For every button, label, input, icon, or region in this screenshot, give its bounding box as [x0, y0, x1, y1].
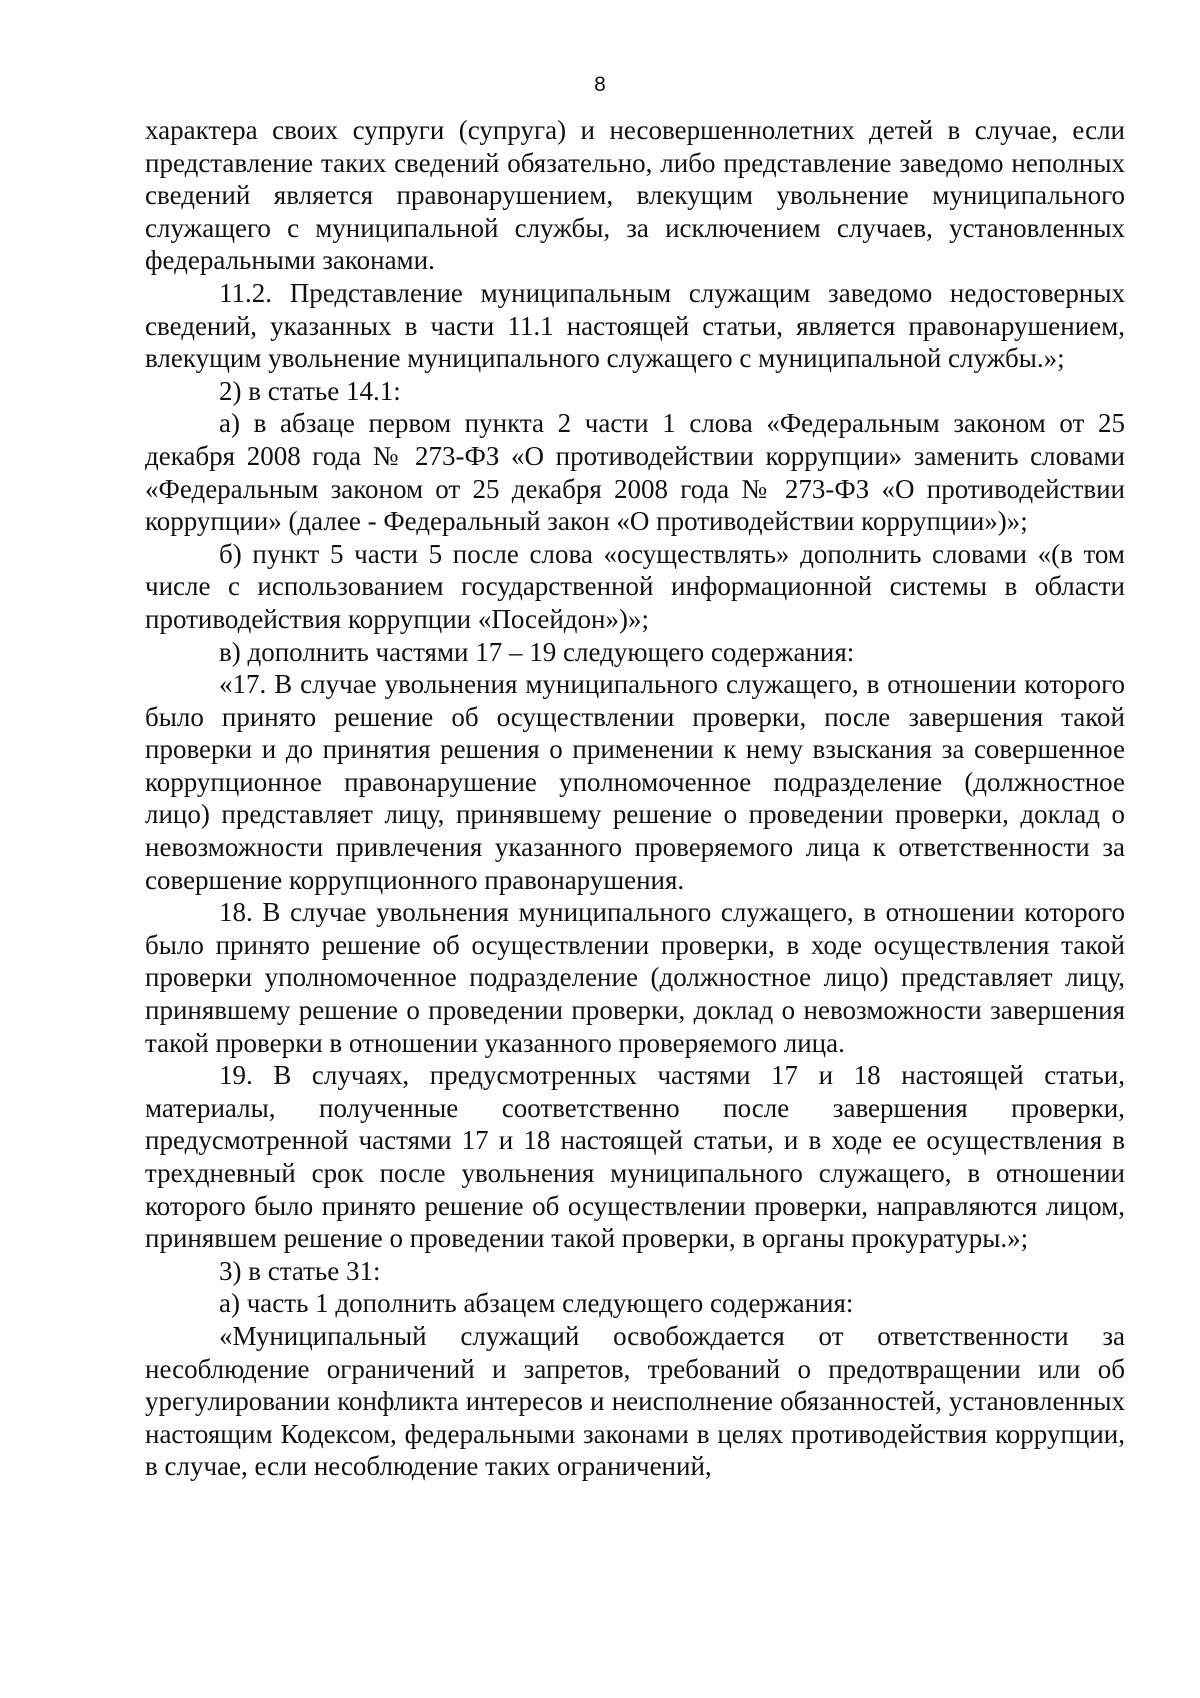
paragraph-item-2b: б) пункт 5 части 5 после слова «осуществлять» дополнить словами «(в том числе с использованием государственной информационной системы в области противодействия коррупции «Посейдон»)»; [145, 538, 1125, 634]
page-number: 8 [594, 73, 606, 96]
paragraph-item-3: 3) в статье 31: [219, 1255, 381, 1286]
paragraph-part-18: 18. В случае увольнения муниципального служащего, в отношении которого было принято решение об осуществлении проверки, в ходе осуществления такой проверки уполномоченное подразделение (должностное лицо) представляет лицу, принявшему решение о проведении проверки, доклад о невозможности завершения такой проверки в отношении указанного проверяемого лица. [145, 897, 1125, 1058]
paragraph-part-17: «17. В случае увольнения муниципального служащего, в отношении которого было принято решение об осуществлении проверки, после завершения такой проверки и до принятия решения о применении к нему взыскания за совершенное коррупционное правонарушение уполномоченное подразделение (должностное лицо) представляет лицу, принявшему решение о проведении проверки, доклад о невозможности привлечения указанного проверяемого лица к ответственности за совершение коррупционного правонарушения. [145, 669, 1125, 895]
paragraph-continuation: характера своих супруги (супруга) и несовершеннолетних детей в случае, если представление таких сведений обязательно, либо представление заведомо неполных сведений является правонарушением, влекущим увольнение муниципального служащего с муниципальной службы, за исключением случаев, установленных федеральными законами. [145, 115, 1125, 276]
paragraph-11-2: 11.2. Представление муниципальным служащим заведомо недостоверных сведений, указанных в части 11.1 настоящей статьи, является правонарушением, влекущим увольнение муниципального служащего с муниципальной службы.»; [145, 277, 1125, 374]
paragraph-part-19: 19. В случаях, предусмотренных частями 17 и 18 настоящей статьи, материалы, полученные соответственно после завершения проверки, предусмотренной частями 17 и 18 настоящей статьи, и в ходе ее осуществления в трехдневный срок после увольнения муниципального служащего, в отношении которого было принято решение об осуществлении проверки, направляются лицом, принявшем решение о проведении такой проверки, в органы прокуратуры.»; [145, 1060, 1125, 1254]
paragraph-item-2: 2) в статье 14.1: [219, 375, 401, 406]
paragraph-item-3a: а) часть 1 дополнить абзацем следующего содержания: [219, 1288, 854, 1319]
paragraph-item-2a: а) в абзаце первом пункта 2 части 1 слова «Федеральным законом от 25 декабря 2008 года № 273-ФЗ «О противодействии коррупции» заменить словами «Федеральным законом от 25 декабря 2008 года № 273-ФЗ «О противодействии коррупции» (далее - Федеральный закон «О противодействии коррупции»)»; [145, 408, 1125, 537]
paragraph-new-abzac: «Муниципальный служащий освобождается от ответственности за несоблюдение ограничений и запретов, требований о предотвращении или об урегулировании конфликта интересов и неисполнение обязанностей, установленных настоящим Кодексом, федеральными законами в целях противодействия коррупции, в случае, если несоблюдение таких ограничений, [145, 1320, 1125, 1482]
document-body [145, 114, 1125, 1483]
paragraph-item-2v: в) дополнить частями 17 – 19 следующего содержания: [219, 636, 855, 667]
